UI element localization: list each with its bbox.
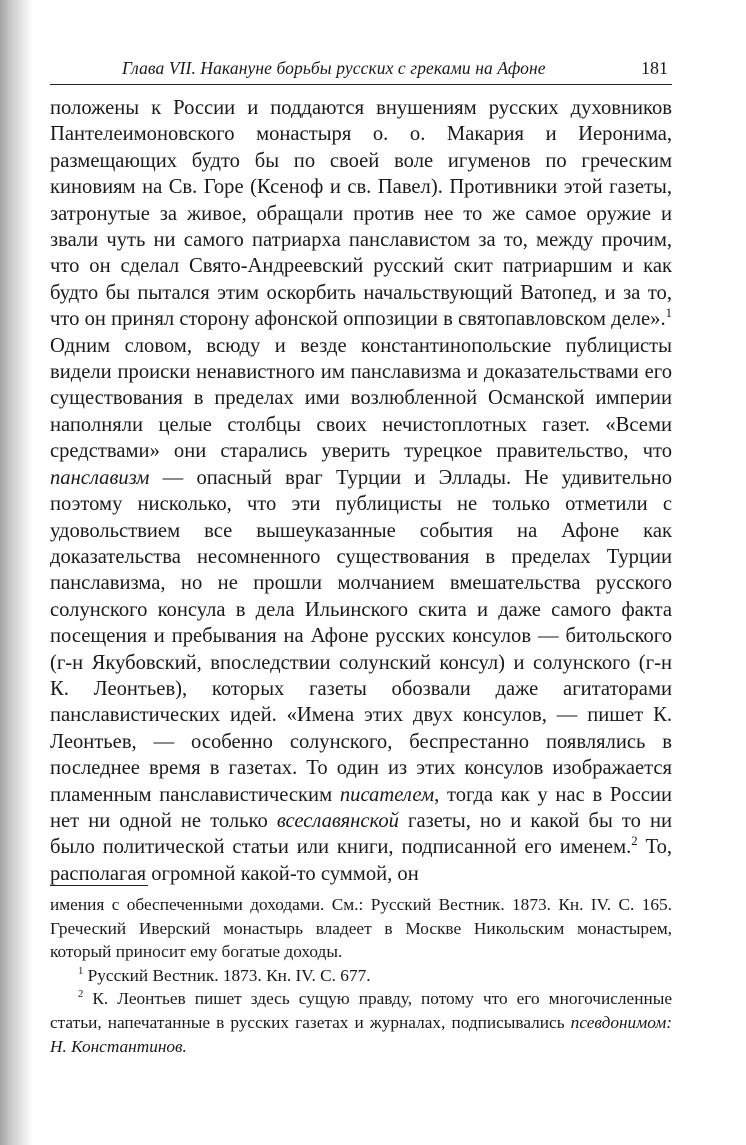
footnote-continuation: имения с обеспеченными доходами. См.: Русский Вестник. 1873. Кн. IV. С. 165. Греческий Иверский монастырь владеет в Москве Никольским монастырем, который приносит ему богатые доходы.	[50, 895, 672, 962]
footnote-italic: псевдонимом: Н. Константинов.	[50, 1012, 672, 1056]
italic-term: всеславянской	[276, 809, 399, 832]
running-title: Глава VII. Накануне борьбы русских с греками на Афоне	[122, 58, 546, 78]
text-segment: — опасный враг Турции и Эллады. Не удивительно поэтому нисколько, что эти публицисты не только отметили с удовольствием все вышеуказанные события на Афоне как доказательства несомненного существования в пределах Турции панславизма, но не прошли молчанием вмешательства русского солунского консула в дела Ильинского скита и даже самого факта посещения и пребывания на Афоне русских консулов — битольского (г-н Якубовский, впоследствии солунский консул) и солунского (г-н К. Леонтьев), которых газеты обозвали даже агитаторами панславистических идей. «Имена этих двух консулов, — пишет К. Леонтьев, — особенно солунского, беспрестанно появлялись в последнее время в газетах. То один из этих консулов изображается пламенным панславистическим	[50, 466, 672, 806]
scan-shadow-edge	[0, 0, 34, 1145]
footnote-mark: 1	[78, 965, 84, 978]
footnote-text: К. Леонтьев пишет здесь сущую правду, потому что его многочисленные статьи, напечатанные в русских газетах и журналах, подписывались	[50, 989, 672, 1032]
footnote-mark: 2	[78, 988, 84, 1001]
italic-term: писателем	[339, 783, 435, 806]
page-header	[50, 56, 672, 85]
footnote-1	[50, 964, 672, 988]
footnote-2	[50, 987, 672, 1058]
footnote-divider	[50, 885, 148, 886]
text-segment: То, располагая огромной какой-то суммой, он	[50, 836, 673, 885]
text-segment: Одним словом, всюду и везде константинопольские публицисты видели происки ненавистного им панславизма и доказательствами его существования в пределах ими возлюбленной Османской империи наполняли целые столбцы своих нечистоплотных газет. «Всеми средствами» они старались уверить турецкое правительство, что	[50, 334, 672, 463]
footnote-ref-2: 2	[631, 834, 638, 849]
text-segment: газеты, но и какой бы то ни было политической статьи или книги, подписанной его именем.	[50, 809, 672, 859]
page-number: 181	[641, 58, 668, 78]
text-segment: , тогда как у нас в России нет ни одной не только	[50, 783, 672, 832]
footnote-text: Русский Вестник. 1873. Кн. IV. С. 677.	[83, 965, 371, 985]
main-paragraph	[50, 95, 672, 887]
italic-term: панславизм	[50, 466, 150, 489]
main-text	[50, 95, 672, 887]
footnotes	[50, 893, 672, 1058]
footnote-ref-1: 1	[665, 306, 672, 321]
text-segment: положены к России и поддаются внушениям русских духовников Пантелеимоновского монастыря о. о. Макария и Иеронима, размещающих будто бы по своей воле игуменов по греческим киновиям на Св. Горе (Ксеноф и св. Павел). Противники этой газеты, затронутые за живое, обращали против нее то же самое оружие и звали чуть ни самого патриарха панславистом за то, между прочим, что он сделал Свято-Андреевский русский скит патриаршим и как будто бы пытался этим оскорбить начальствующий Ватопед, и за то, что он принял сторону афонской оппозиции в святопавловском деле».	[50, 97, 672, 331]
